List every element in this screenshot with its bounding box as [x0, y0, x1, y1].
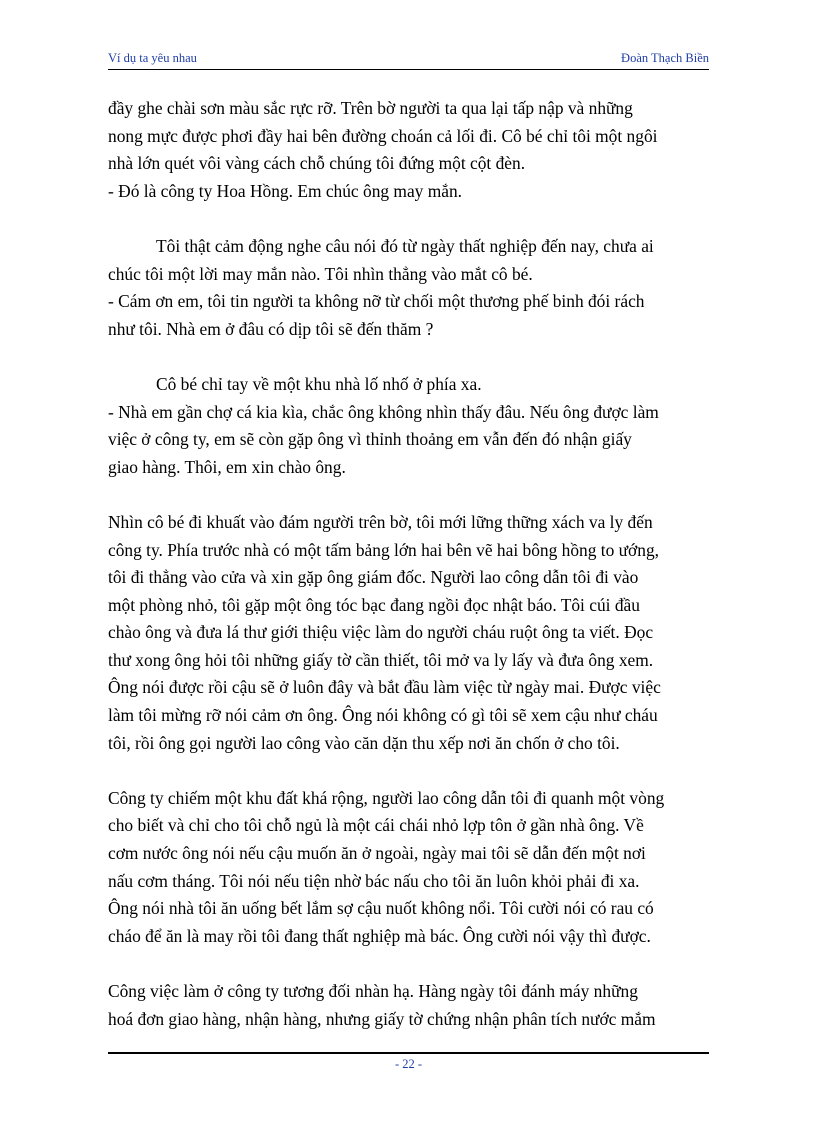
text-line: Ông nói được rồi cậu sẽ ở luôn đây và bắt đầu làm việc từ ngày mai. Được việc	[108, 677, 661, 698]
text-line: công ty. Phía trước nhà có một tấm bảng lớn hai bên vẽ hai bông hồng to ướng,	[108, 539, 659, 560]
text-line: Cô bé chỉ tay về một khu nhà lố nhố ở phía xa.	[156, 373, 482, 394]
header-divider	[108, 69, 709, 70]
text-line: hoá đơn giao hàng, nhận hàng, nhưng giấy tờ chứng nhận phân tích nước mắm	[108, 1008, 656, 1029]
text-line: - Nhà em gần chợ cá kia kìa, chắc ông không nhìn thấy đâu. Nếu ông được làm	[108, 401, 659, 422]
text-line: làm tôi mừng rỡ nói cảm ơn ông. Ông nói không có gì tôi sẽ xem cậu như cháu	[108, 705, 658, 726]
paragraph-2	[108, 233, 714, 343]
text-line: một phòng nhỏ, tôi gặp một ông tóc bạc đang ngồi đọc nhật báo. Tôi cúi đầu	[108, 594, 640, 615]
text-line: đầy ghe chài sơn màu sắc rực rỡ. Trên bờ người ta qua lại tấp nập và những	[108, 98, 633, 118]
footer-divider	[108, 1052, 709, 1054]
text-line: nấu cơm tháng. Tôi nói nếu tiện nhờ bác nấu cho tôi ăn luôn khỏi phải đi xa.	[108, 870, 640, 891]
header-book-title: Ví dụ ta yêu nhau	[108, 51, 197, 65]
text-line: nong mực được phơi đầy hai bên đường choán cả lối đi. Cô bé chỉ tôi một ngôi	[108, 125, 658, 146]
text-line: nhà lớn quét vôi vàng cách chỗ chúng tôi đứng một cột đèn.	[108, 153, 526, 174]
text-line: giao hàng. Thôi, em xin chào ông.	[108, 456, 346, 477]
body-text	[108, 95, 714, 1061]
text-line: cho biết và chỉ cho tôi chỗ ngủ là một cái chái nhỏ lợp tôn ở gần nhà ông. Về	[108, 815, 644, 836]
paragraph-6	[108, 978, 714, 1033]
text-line: Tôi thật cảm động nghe câu nói đó từ ngày thất nghiệp đến nay, chưa ai	[156, 235, 654, 256]
page-number: - 22 -	[394, 1057, 423, 1071]
text-line: tôi, rồi ông gọi người lao công vào căn dặn thu xếp nơi ăn chốn ở cho tôi.	[108, 732, 620, 753]
text-line: Công việc làm ở công ty tương đối nhàn hạ. Hàng ngày tôi đánh máy những	[108, 981, 638, 1001]
header-author: Đoàn Thạch Biền	[621, 51, 709, 65]
text-line: Nhìn cô bé đi khuất vào đám người trên bờ, tôi mới lững thững xách va ly đến	[108, 511, 653, 532]
paragraph-1	[108, 95, 714, 205]
text-line: chúc tôi một lời may mắn nào. Tôi nhìn thẳng vào mắt cô bé.	[108, 263, 533, 284]
text-line: - Đó là công ty Hoa Hồng. Em chúc ông may mắn.	[108, 180, 463, 201]
text-line: cháo để ăn là may rồi tôi đang thất nghiệp mà bác. Ông cười nói vậy thì được.	[108, 925, 651, 946]
text-line: - Cám ơn em, tôi tin người ta không nỡ từ chối một thương phế binh đói rách	[108, 291, 645, 312]
text-line: tôi đi thẳng vào cửa và xin gặp ông giám đốc. Người lao công dẫn tôi đi vào	[108, 567, 639, 588]
text-line: Ông nói nhà tôi ăn uống bết lắm sợ cậu nuốt không nổi. Tôi cười nói có rau có	[108, 898, 654, 919]
text-line: thư xong ông hỏi tôi những giấy tờ cần thiết, tôi mở va ly lấy và đưa ông xem.	[108, 649, 654, 670]
paragraph-5	[108, 785, 714, 951]
text-line: cơm nước ông nói nếu cậu muốn ăn ở ngoài, ngày mai tôi sẽ dẫn đến một nơi	[108, 843, 646, 864]
text-line: Công ty chiếm một khu đất khá rộng, người lao công dẫn tôi đi quanh một vòng	[108, 787, 665, 808]
paragraph-4	[108, 509, 714, 757]
paragraph-3	[108, 371, 714, 481]
text-line: chào ông và đưa lá thư giới thiệu việc làm do người cháu ruột ông ta viết. Đọc	[108, 622, 654, 643]
running-header	[108, 49, 709, 69]
text-line: như tôi. Nhà em ở đâu có dịp tôi sẽ đến thăm ?	[108, 318, 434, 339]
text-line: việc ở công ty, em sẽ còn gặp ông vì thỉnh thoảng em vẫn đến đó nhận giấy	[108, 429, 632, 450]
